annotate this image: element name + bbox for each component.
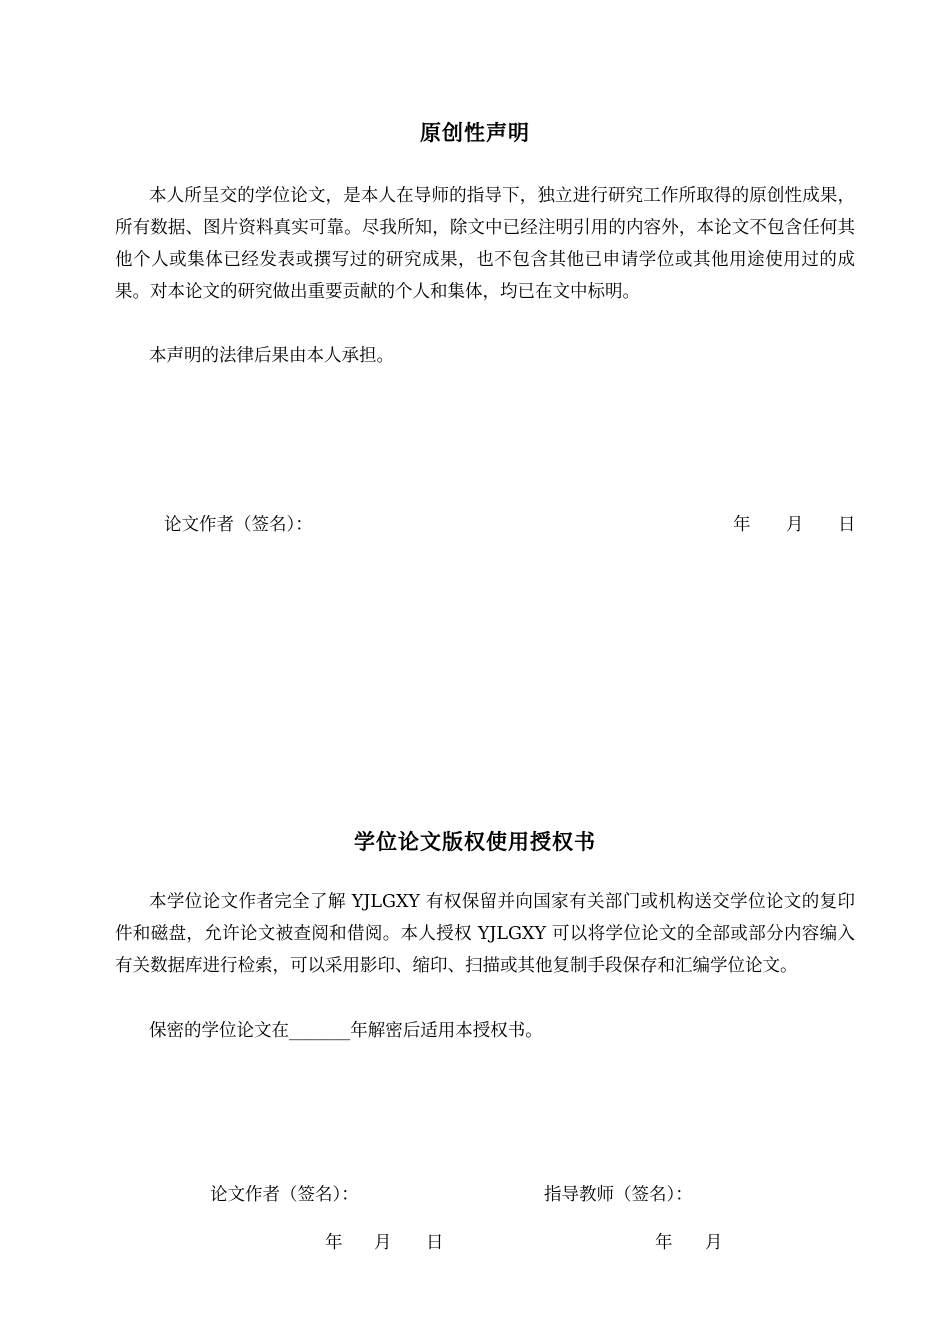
authorization-title: 学位论文版权使用授权书	[354, 830, 596, 854]
declaration-date-day: 日	[838, 515, 856, 535]
declaration-paragraph-1: 本人所呈交的学位论文，是本人在导师的指导下，独立进行研究工作所取得的原创性成果，所有数据、图片资料真实可靠。尽我所知，除文中已经注明引用的内容外，本论文不包含任何其他个人或集体已经发表或撰写过的研究成果，也不包含其他已申请学位或其他用途使用过的成果。对本论文的研究做出重要贡献的个人和集体，均已在文中标明。	[115, 186, 855, 302]
declaration-title: 原创性声明	[420, 121, 530, 145]
author-signature-label: 论文作者（签名）：	[210, 1185, 359, 1205]
declaration-paragraph-2: 本声明的法律后果由本人承担。	[149, 346, 394, 366]
authorization-paragraph-2: 保密的学位论文在_______年解密后适用本授权书。	[149, 1021, 543, 1041]
author-date-month: 月	[374, 1233, 392, 1253]
declaration-date-year: 年	[733, 515, 751, 535]
supervisor-date-year: 年	[655, 1233, 673, 1253]
author-date-day: 日	[426, 1233, 444, 1253]
authorization-paragraph-1: 本学位论文作者完全了解 YJLGXY 有权保留并向国家有关部门或机构送交学位论文的复印件和磁盘，允许论文被查阅和借阅。本人授权 YJLGXY 可以将学位论文的全部或部分内容编入有关数据库进行检索，可以采用影印、缩印、扫描或其他复制手段保存和汇编学位论文。	[115, 892, 855, 976]
declaration-signature-label: 论文作者（签名）：	[164, 515, 313, 535]
supervisor-signature-label: 指导教师（签名）：	[544, 1185, 693, 1205]
declaration-date-month: 月	[786, 515, 804, 535]
supervisor-date-month: 月	[705, 1233, 723, 1253]
author-date-year: 年	[325, 1233, 343, 1253]
